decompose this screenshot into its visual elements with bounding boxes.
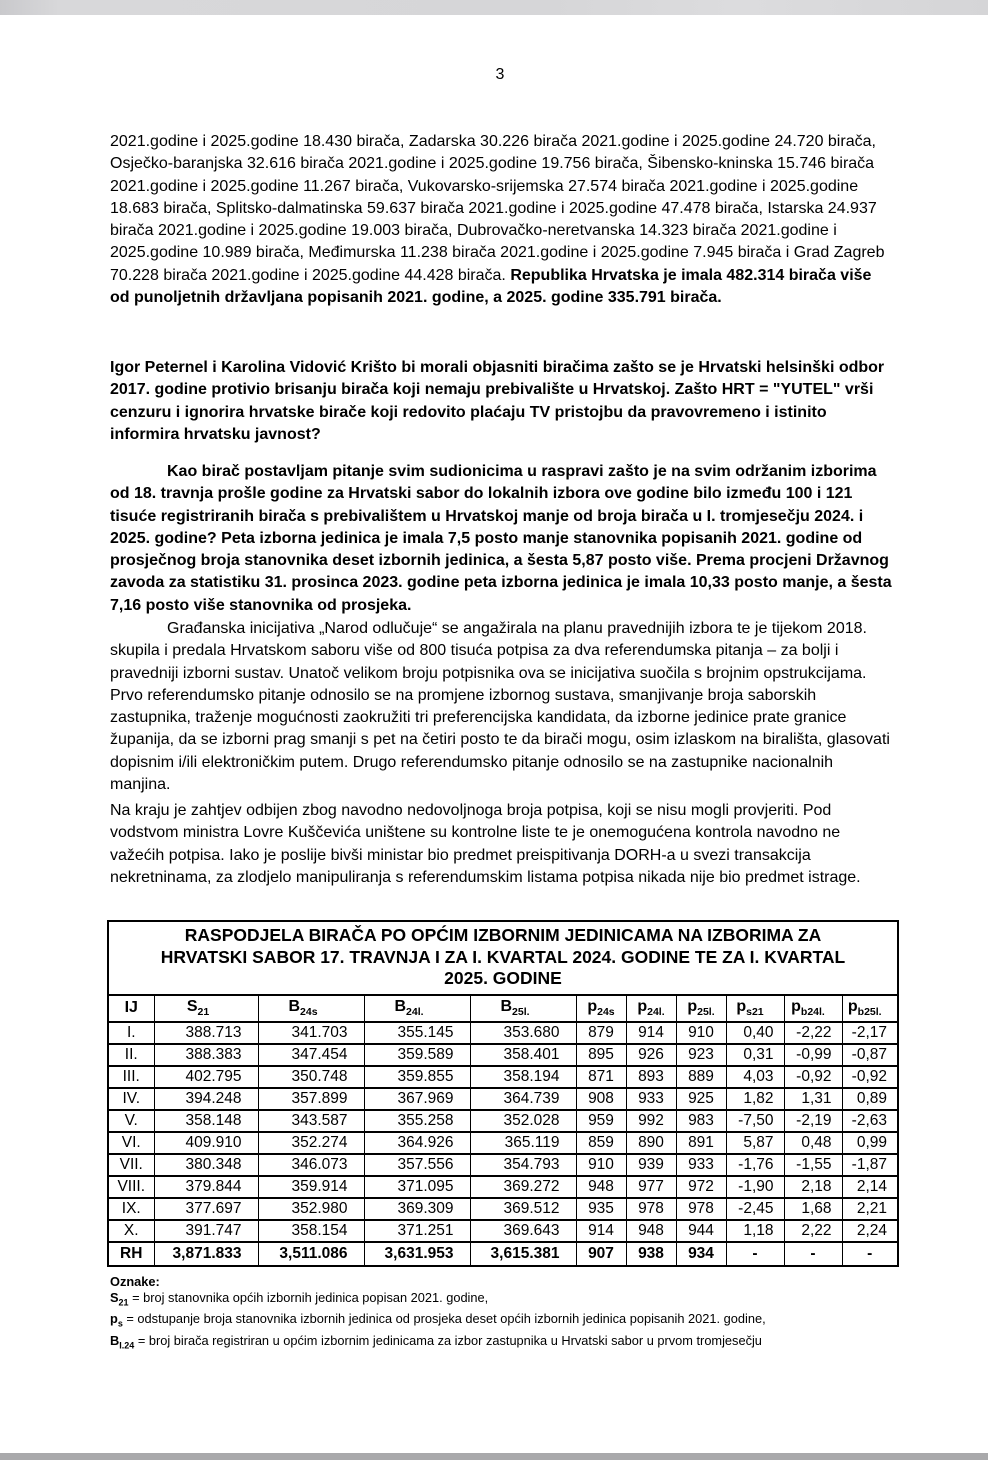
- cell: 1,31: [784, 1088, 842, 1110]
- cell: 357.556: [364, 1154, 470, 1176]
- cell: 409.910: [154, 1132, 258, 1154]
- cell: 359.855: [364, 1066, 470, 1088]
- cell: 402.795: [154, 1066, 258, 1088]
- cell: 925: [676, 1088, 726, 1110]
- cell: 859: [576, 1132, 626, 1154]
- cell: 879: [576, 1022, 626, 1044]
- cell: VIII.: [108, 1176, 154, 1198]
- cell: 358.154: [258, 1220, 364, 1242]
- footnote-symbol: $p_s$: [110, 1311, 123, 1329]
- cell: 933: [676, 1154, 726, 1176]
- cell: 3,511.086: [258, 1242, 364, 1266]
- cell: 907: [576, 1242, 626, 1266]
- cell: 355.258: [364, 1110, 470, 1132]
- table-row: [108, 1044, 898, 1066]
- cell: 369.512: [470, 1198, 576, 1220]
- cell: IX.: [108, 1198, 154, 1220]
- cell: 358.148: [154, 1110, 258, 1132]
- column-header-p24s: $p_{24s}$: [576, 995, 626, 1022]
- cell: 977: [626, 1176, 676, 1198]
- table-row: [108, 1022, 898, 1044]
- cell: -2,45: [726, 1198, 784, 1220]
- table-row: [108, 1154, 898, 1176]
- cell: 2,18: [784, 1176, 842, 1198]
- cell: 933: [626, 1088, 676, 1110]
- cell: III.: [108, 1066, 154, 1088]
- table-total-row: [108, 1242, 898, 1266]
- cell: II.: [108, 1044, 154, 1066]
- column-header-b24s: $B_{24s}$: [258, 995, 364, 1022]
- cell: 959: [576, 1110, 626, 1132]
- page-number: 3: [495, 66, 505, 83]
- cell: 357.899: [258, 1088, 364, 1110]
- cell: 388.383: [154, 1044, 258, 1066]
- cell: 948: [576, 1176, 626, 1198]
- cell: 347.454: [258, 1044, 364, 1066]
- footnote-symbol: $B_{I.24}$: [110, 1332, 135, 1351]
- footnote-line-s21: [110, 1290, 920, 1311]
- cell: 341.703: [258, 1022, 364, 1044]
- table-title-line: RASPODJELA BIRAČA PO OPĆIM IZBORNIM JEDINICAMA NA IZBORIMA ZA: [184, 925, 822, 945]
- cell: 1,82: [726, 1088, 784, 1110]
- cell: -0,92: [842, 1066, 898, 1088]
- column-header-s21: $S_{21}$: [154, 995, 258, 1022]
- cell: 935: [576, 1198, 626, 1220]
- cell: 364.739: [470, 1088, 576, 1110]
- footnote-text: = broj stanovnika općih izbornih jedinica popisan 2021. godine,: [132, 1289, 489, 1305]
- cell: 3,871.833: [154, 1242, 258, 1266]
- column-header-ij: IJ: [108, 995, 154, 1022]
- cell: 350.748: [258, 1066, 364, 1088]
- cell: 358.401: [470, 1044, 576, 1066]
- cell: IV.: [108, 1088, 154, 1110]
- cell: 944: [676, 1220, 726, 1242]
- paragraph-bold-conclusion: Republika Hrvatska je imala 482.314 birača više od punoljetnih državljana popisanih 2021. godine, a 2025. godine 335.791 birača.: [110, 266, 872, 307]
- cell: -: [842, 1242, 898, 1266]
- table-title-row: [108, 921, 898, 995]
- column-header-b25l: $B_{25l.}$: [470, 995, 576, 1022]
- cell: -0,92: [784, 1066, 842, 1088]
- cell: I.: [108, 1022, 154, 1044]
- cell: 359.914: [258, 1176, 364, 1198]
- cell: V.: [108, 1110, 154, 1132]
- cell: 0,48: [784, 1132, 842, 1154]
- cell: -2,63: [842, 1110, 898, 1132]
- cell: -: [726, 1242, 784, 1266]
- cell: 0,99: [842, 1132, 898, 1154]
- paragraph-voter-question: Kao birač postavljam pitanje svim sudionicima u raspravi zašto je na svim održanim izborima od 18. travnja prošle godine za Hrvatski sabor do lokalnih izbora ove godine bilo između 100 i 121 tisuće registriranih birača s prebivalištem u Hrvatskoj manje od broja birača u I. tromjesečju 2024. i 2025. godine? Peta izborna jedinica je imala 7,5 posto manje stanovnika popisanih 2021. godine od prosječnog broja stanovnika deset izbornih jedinica, a šesta 5,87 posto više. Prema procjeni Državnog zavoda za statistiku 31. prosinca 2023. godine peta izborna jedinica je imala 10,33 posto manje, a šesta 7,16 posto više stanovnika od prosjeka.: [110, 463, 892, 614]
- footnote-line-b24: [110, 1333, 920, 1354]
- cell: -0,99: [784, 1044, 842, 1066]
- cell: 359.589: [364, 1044, 470, 1066]
- footnote-symbol: $S_{21}$: [110, 1289, 129, 1308]
- cell: 3,615.381: [470, 1242, 576, 1266]
- paragraph-peternel-question: Igor Peternel i Karolina Vidović Krišto bi morali objasniti biračima zašto se je Hrvatski helsinški odbor 2017. godine protivio brisanju birača koji nemaju prebivalište u Hrvatskoj. Zašto HRT = "YUTEL" vrši cenzuru i ignorira hrvatske birače koji redovito plaćaju TV pristojbu da pravovremeno i istinito informira hrvatsku javnost?: [110, 359, 885, 443]
- cell: -7,50: [726, 1110, 784, 1132]
- cell: 352.028: [470, 1110, 576, 1132]
- cell: -0,87: [842, 1044, 898, 1066]
- cell: 910: [576, 1154, 626, 1176]
- footnote-text: = odstupanje broja stanovnika izbornih jedinica od prosjeka deset općih izbornih jedinica popisanih 2021. godine,: [126, 1311, 766, 1327]
- column-header-p25l: $p_{25l.}$: [676, 995, 726, 1022]
- column-header-b24l: $B_{24l.}$: [364, 995, 470, 1022]
- cell: 391.747: [154, 1220, 258, 1242]
- cell: 369.309: [364, 1198, 470, 1220]
- cell: 889: [676, 1066, 726, 1088]
- cell: 3,631.953: [364, 1242, 470, 1266]
- cell: 871: [576, 1066, 626, 1088]
- cell: 2,22: [784, 1220, 842, 1242]
- scan-bottom-edge: [0, 1453, 988, 1460]
- table-title-line: 2025. GODINE: [444, 968, 562, 988]
- cell: 2,21: [842, 1198, 898, 1220]
- cell: 371.095: [364, 1176, 470, 1198]
- column-header-pb25l: $p_{b25l.}$: [842, 995, 898, 1022]
- cell: 367.969: [364, 1088, 470, 1110]
- table-title: [108, 921, 898, 995]
- cell: 1,68: [784, 1198, 842, 1220]
- table-row: [108, 1176, 898, 1198]
- cell: -2,22: [784, 1022, 842, 1044]
- cell: 358.194: [470, 1066, 576, 1088]
- cell: X.: [108, 1220, 154, 1242]
- table-row: [108, 1132, 898, 1154]
- table-row: [108, 1088, 898, 1110]
- cell: 352.274: [258, 1132, 364, 1154]
- cell: 972: [676, 1176, 726, 1198]
- cell: 388.713: [154, 1022, 258, 1044]
- cell: 992: [626, 1110, 676, 1132]
- cell: 891: [676, 1132, 726, 1154]
- cell: 893: [626, 1066, 676, 1088]
- cell: 926: [626, 1044, 676, 1066]
- cell: 978: [626, 1198, 676, 1220]
- distribution-table-wrapper: [107, 920, 899, 1267]
- cell: 371.251: [364, 1220, 470, 1242]
- footnotes: [110, 1274, 920, 1354]
- paragraph-voter-counts: [110, 131, 892, 309]
- cell: 890: [626, 1132, 676, 1154]
- table-row: [108, 1198, 898, 1220]
- cell: 0,31: [726, 1044, 784, 1066]
- cell: -1,90: [726, 1176, 784, 1198]
- table-row: [108, 1110, 898, 1132]
- cell: 910: [676, 1022, 726, 1044]
- footnotes-title: Oznake:: [110, 1274, 160, 1289]
- cell: 0,40: [726, 1022, 784, 1044]
- cell: 4,03: [726, 1066, 784, 1088]
- cell: 2,14: [842, 1176, 898, 1198]
- cell: 978: [676, 1198, 726, 1220]
- table-row: [108, 1066, 898, 1088]
- cell: 914: [576, 1220, 626, 1242]
- footnote-text: = broj birača registriran u općim izbornim jedinicama za izbor zastupnika u Hrvatski sabor u prvom tromjesečju: [137, 1332, 762, 1348]
- cell: 352.980: [258, 1198, 364, 1220]
- column-header-p24l: $p_{24l.}$: [626, 995, 676, 1022]
- cell: 908: [576, 1088, 626, 1110]
- cell: -1,55: [784, 1154, 842, 1176]
- cell: 353.680: [470, 1022, 576, 1044]
- cell: RH: [108, 1242, 154, 1266]
- cell: 934: [676, 1242, 726, 1266]
- cell: 923: [676, 1044, 726, 1066]
- cell: -2,19: [784, 1110, 842, 1132]
- cell: -2,17: [842, 1022, 898, 1044]
- table-body: [108, 1022, 898, 1266]
- cell: 2,24: [842, 1220, 898, 1242]
- cell: 377.697: [154, 1198, 258, 1220]
- cell: 5,87: [726, 1132, 784, 1154]
- cell: 0,89: [842, 1088, 898, 1110]
- table-title-line: HRVATSKI SABOR 17. TRAVNJA I ZA I. KVARTAL 2024. GODINE TE ZA I. KVARTAL: [160, 946, 846, 967]
- column-header-pb24l: $p_{b24l.}$: [784, 995, 842, 1022]
- cell: 343.587: [258, 1110, 364, 1132]
- cell: VII.: [108, 1154, 154, 1176]
- cell: 895: [576, 1044, 626, 1066]
- paragraph-rejected-request: Na kraju je zahtjev odbijen zbog navodno nedovoljnoga broja potpisa, koji se nisu mogli provjeriti. Pod vodstvom ministra Lovre Kuščevića uništene su kontrolne liste te je onemogućena kontrola navodno ne važećih potpisa. Iako je poslije bivši ministar bio predmet preispitivanja DORH-a u svezi transakcija nekretninama, za zlodjelo manipuliranja s referendumskim listama potpisa nikada nije bio predmet istrage.: [110, 802, 861, 886]
- cell: 939: [626, 1154, 676, 1176]
- cell: 938: [626, 1242, 676, 1266]
- cell: 354.793: [470, 1154, 576, 1176]
- cell: VI.: [108, 1132, 154, 1154]
- table-header-row: [108, 995, 898, 1022]
- cell: 364.926: [364, 1132, 470, 1154]
- footnote-line-ps: [110, 1311, 920, 1332]
- paragraph-narod-odlucuje: Građanska inicijativa „Narod odlučuje“ se angažirala na planu pravednijih izbora te je tijekom 2018. skupila i predala Hrvatskom saboru više od 800 tisuća potpisa za dva referendumska pitanja – za bolji i pravedniji izborni sustav. Unatoč velikom broju potpisnika ova se inicijativa suočila s brojnim opstrukcijama. Prvo referendumsko pitanje odnosilo se na promjene izbornog sustava, smanjivanje broja saborskih zastupnika, traženje mogućnosti zaokružiti tri preferencijska kandidata, da izborne jedinice prate granice županija, da se izborni prag smanji s pet na četiri posto te da birači mogu, osim izlaskom na birališta, glasovati dopisnim i/ili elektroničkim putem. Drugo referendumsko pitanje odnosilo se na zastupnike nacionalnih manjina.: [110, 620, 890, 794]
- scan-top-edge: [0, 0, 988, 15]
- cell: -1,87: [842, 1154, 898, 1176]
- paragraph-text: 2021.godine i 2025.godine 18.430 birača, Zadarska 30.226 birača 2021.godine i 2025.godine 24.720 birača, Osječko-baranjska 32.616 birača 2021.godine i 2025.godine 19.756 birača, Šibensko-kninska 15.746 birača 2021.godine i 2025.godine 11.267 birača, Vukovarsko-srijemska 27.574 birača 2021.godine i 2025.godine 18.683 birača, Splitsko-dalmatinska 59.637 birača 2021.godine i 2025.godine 47.478 birača, Istarska 24.937 birača 2021.godine i 2025.godine 19.003 birača, Dubrovačko-neretvanska 14.323 birača 2021.godine i 2025.godine 10.989 birača, Međimurska 11.238 birača 2021.godine i 2025.godine 7.945 birača i Grad Zagreb 70.228 birača 2021.godine i 2025.godine 44.428 birača.: [110, 133, 885, 284]
- cell: 369.643: [470, 1220, 576, 1242]
- cell: -: [784, 1242, 842, 1266]
- cell: 983: [676, 1110, 726, 1132]
- cell: 914: [626, 1022, 676, 1044]
- cell: 394.248: [154, 1088, 258, 1110]
- cell: -1,76: [726, 1154, 784, 1176]
- cell: 346.073: [258, 1154, 364, 1176]
- cell: 369.272: [470, 1176, 576, 1198]
- cell: 355.145: [364, 1022, 470, 1044]
- cell: 948: [626, 1220, 676, 1242]
- column-header-ps21: $p_{s21}$: [726, 995, 784, 1022]
- cell: 1,18: [726, 1220, 784, 1242]
- cell: 365.119: [470, 1132, 576, 1154]
- distribution-table: [107, 920, 899, 1267]
- table-row: [108, 1220, 898, 1242]
- cell: 379.844: [154, 1176, 258, 1198]
- cell: 380.348: [154, 1154, 258, 1176]
